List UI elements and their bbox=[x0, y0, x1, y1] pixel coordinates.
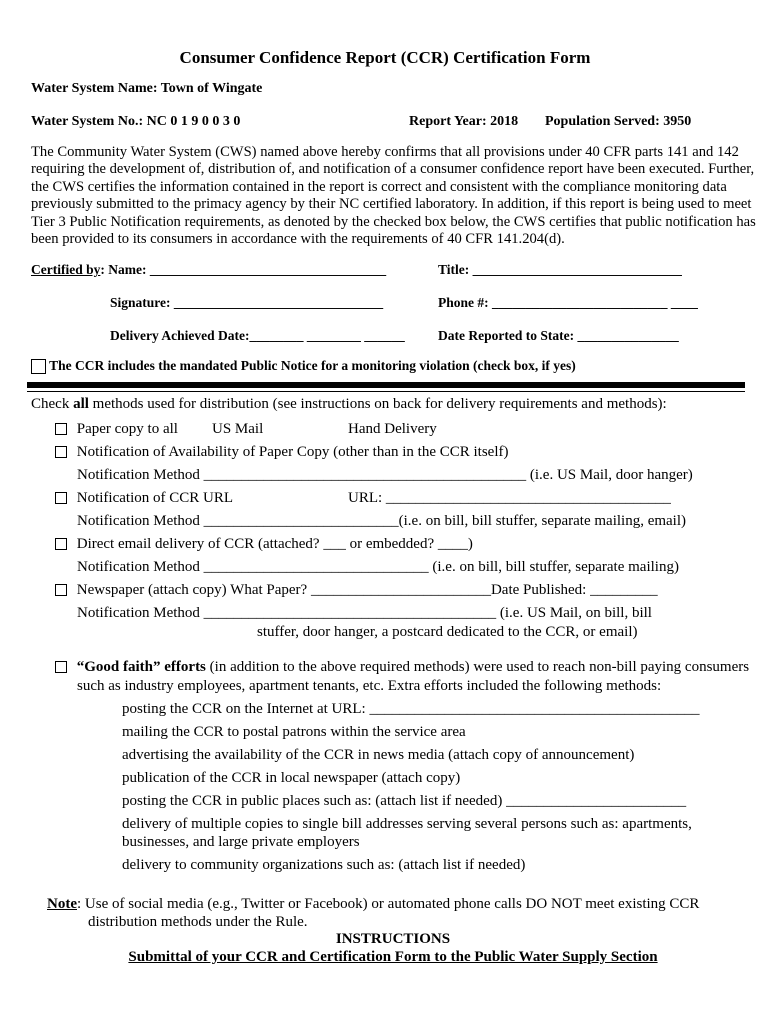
good-faith-rest: (in addition to the above required methods) were used to reach non-bill paying consumers bbox=[205, 659, 750, 675]
check-text: Check bbox=[31, 396, 74, 412]
date-reported-field[interactable]: Date Reported to State: _______________ bbox=[438, 328, 679, 343]
instructions-subheading: Submittal of your CCR and Certification Form to the Public Water Supply Section bbox=[128, 949, 658, 965]
good-faith-item: mailing the CCR to postal patrons within the service area bbox=[122, 724, 466, 740]
hand-delivery-label: Hand Delivery bbox=[348, 421, 437, 437]
notif-method-1[interactable]: Notification Method ___________________________________________ (i.e. US Mail, door hanger) bbox=[77, 467, 693, 483]
notif-availability-label: Notification of Availability of Paper Copy (other than in the CCR itself) bbox=[76, 444, 509, 460]
notif-method-4[interactable]: Notification Method _______________________________________ (i.e. US Mail, on bill, bill bbox=[77, 605, 652, 621]
good-faith-item: advertising the availability of the CCR in news media (attach copy of announcement) bbox=[122, 747, 635, 763]
good-faith-item[interactable]: posting the CCR in public places such as: (attach list if needed) ________________________ bbox=[122, 793, 687, 809]
delivery-date-field[interactable]: Delivery Achieved Date:________ ________ ______ bbox=[110, 328, 405, 343]
check-all-text: all bbox=[73, 396, 89, 412]
public-notice-row bbox=[31, 358, 576, 374]
good-faith-lead: “Good faith” efforts bbox=[76, 659, 206, 675]
note-label: Note bbox=[47, 896, 77, 912]
certified-by-label: Certified by bbox=[31, 262, 101, 277]
paper-copy-row bbox=[55, 421, 178, 438]
public-notice-label: The CCR includes the mandated Public Notice for a monitoring violation (check box, if yes) bbox=[49, 358, 576, 373]
good-faith-item[interactable]: posting the CCR on the Internet at URL: ____________________________________________ bbox=[122, 701, 700, 717]
certified-by-row bbox=[31, 262, 386, 278]
title-field[interactable]: Title: _______________________________ bbox=[438, 262, 682, 277]
newspaper-row bbox=[55, 582, 658, 599]
form-title: Consumer Confidence Report (CCR) Certification Form bbox=[179, 48, 591, 67]
notif-url-row bbox=[55, 490, 233, 507]
note-text: : Use of social media (e.g., Twitter or Facebook) or automated phone calls DO NOT meet existing CCR bbox=[77, 896, 700, 912]
direct-email-row bbox=[55, 536, 473, 553]
good-faith-item: publication of the CCR in local newspaper (attach copy) bbox=[122, 770, 461, 786]
paper-copy-label: Paper copy to all bbox=[76, 421, 178, 437]
us-mail-label: US Mail bbox=[212, 421, 264, 437]
section-divider-thick bbox=[27, 382, 745, 388]
distribution-instructions bbox=[31, 396, 667, 413]
good-faith-row bbox=[55, 659, 749, 676]
notif-method-3[interactable]: Notification Method ______________________________ (i.e. on bill, bill stuffer, separate mailing) bbox=[77, 559, 679, 575]
notif-availability-row bbox=[55, 444, 508, 461]
good-faith-item-cont: businesses, and large private employers bbox=[122, 834, 360, 850]
notif-method-4-cont: stuffer, door hanger, a postcard dedicated to the CCR, or email) bbox=[257, 624, 638, 640]
notif-availability-checkbox[interactable] bbox=[55, 446, 67, 458]
notif-method-2[interactable]: Notification Method __________________________(i.e. on bill, bill stuffer, separate mailing, email) bbox=[77, 513, 687, 529]
good-faith-item: delivery of multiple copies to single bill addresses serving several persons such as: apartments, bbox=[122, 816, 692, 832]
section-divider-thin bbox=[27, 391, 745, 392]
water-system-no: Water System No.: NC 0 1 9 0 0 3 0 bbox=[31, 114, 241, 129]
direct-email-checkbox[interactable] bbox=[55, 538, 67, 550]
note-row bbox=[47, 896, 699, 913]
newspaper-checkbox[interactable] bbox=[55, 584, 67, 596]
newspaper-label: Newspaper (attach copy) What Paper? ________________________Date Published: _________ bbox=[76, 582, 658, 598]
report-year: Report Year: 2018 bbox=[409, 114, 519, 129]
notif-url-label: Notification of CCR URL bbox=[76, 490, 233, 506]
note-text-cont: distribution methods under the Rule. bbox=[88, 914, 308, 930]
instructions-heading: INSTRUCTIONS bbox=[335, 931, 451, 947]
notif-url-checkbox[interactable] bbox=[55, 492, 67, 504]
water-system-name: Water System Name: Town of Wingate bbox=[31, 81, 263, 96]
good-faith-checkbox[interactable] bbox=[55, 661, 67, 673]
good-faith-line2: such as industry employees, apartment tenants, etc. Extra efforts included the following methods: bbox=[77, 678, 662, 694]
phone-field[interactable]: Phone #: __________________________ ____ bbox=[438, 295, 698, 310]
url-field[interactable]: URL: ______________________________________ bbox=[348, 490, 671, 506]
signature-field[interactable]: Signature: _______________________________ bbox=[110, 295, 384, 310]
paper-copy-checkbox[interactable] bbox=[55, 423, 67, 435]
population-served: Population Served: 3950 bbox=[545, 114, 692, 129]
public-notice-checkbox[interactable] bbox=[31, 359, 46, 374]
certification-statement: The Community Water System (CWS) named above hereby confirms that all provisions under 40 CFR parts 141 and 142 requiring the development of, distribution of, and notification of a consumer confidence report have been executed. Further, the CWS certifies the information contained in the report is correct and consistent with the compliance monitoring data previously submitted to the primacy agency by their NC certified laboratory. In addition, if this report is being used to meet Tier 3 Public Notification requirements, as denoted by the checked box below, the CWS certifies that public notification has been provided to its consumers in accordance with the requirements of 40 CFR 141.204(d). bbox=[31, 144, 756, 248]
direct-email-label: Direct email delivery of CCR (attached? ___ or embedded? ____) bbox=[76, 536, 473, 552]
check-rest-text: methods used for distribution (see instructions on back for delivery requirements and methods): bbox=[88, 396, 667, 412]
good-faith-item: delivery to community organizations such as: (attach list if needed) bbox=[122, 857, 526, 873]
name-field[interactable]: : Name: ___________________________________ bbox=[100, 262, 387, 277]
